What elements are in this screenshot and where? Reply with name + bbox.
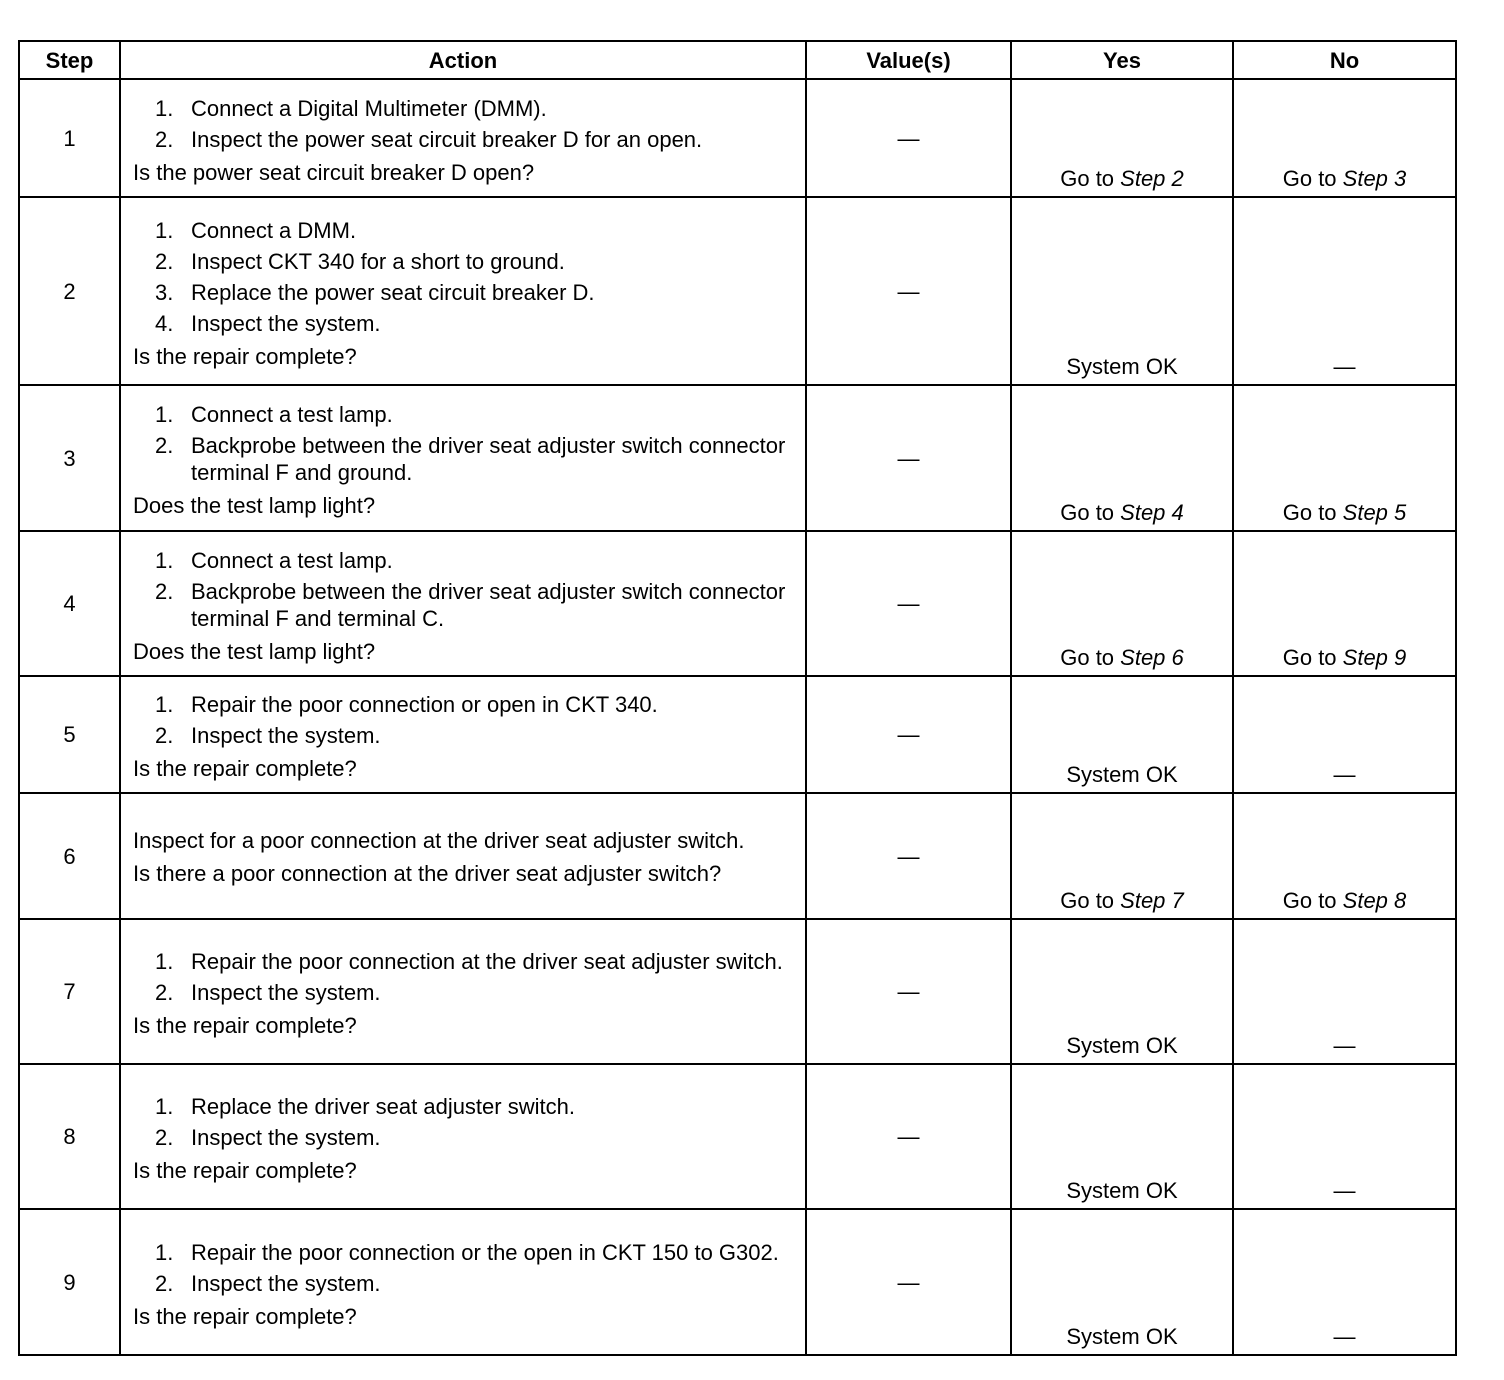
action-item	[133, 1270, 795, 1297]
value-cell: —	[806, 676, 1011, 793]
no-cell-prefix: Go to	[1282, 500, 1343, 525]
no-cell	[1233, 531, 1456, 676]
table-row	[19, 1064, 1456, 1209]
value-cell: —	[806, 1209, 1011, 1355]
no-cell	[1233, 385, 1456, 531]
yes-cell-prefix: Go to	[1060, 888, 1121, 913]
action-item	[133, 95, 795, 122]
action-item-number: 1.	[155, 547, 174, 573]
action-item-number: 1.	[155, 217, 174, 243]
no-cell: —	[1233, 1209, 1456, 1355]
action-item	[133, 432, 795, 486]
action-item-number: 1.	[155, 402, 174, 427]
action-item-text: Replace the power seat circuit breaker D.	[191, 279, 595, 305]
action-question: Is the repair complete?	[133, 343, 357, 369]
no-cell: —	[1233, 676, 1456, 793]
action-item-text: Replace the driver seat adjuster switch.	[191, 1094, 575, 1119]
no-cell-step-ref: Step 5	[1342, 500, 1407, 525]
yes-cell	[1011, 793, 1233, 919]
action-question: Is the power seat circuit breaker D open?	[133, 159, 535, 185]
action-cell	[120, 919, 806, 1064]
value-cell: —	[806, 919, 1011, 1064]
action-item	[133, 310, 795, 337]
yes-cell: System OK	[1011, 919, 1233, 1064]
action-cell	[120, 1064, 806, 1209]
step-number: 1	[19, 79, 120, 197]
action-item	[133, 401, 795, 428]
value-cell: —	[806, 531, 1011, 676]
header-no: No	[1233, 41, 1456, 79]
step-number: 4	[19, 531, 120, 676]
action-cell	[120, 385, 806, 531]
table-row	[19, 531, 1456, 676]
action-question: Does the test lamp light?	[133, 493, 376, 518]
table-row	[19, 919, 1456, 1064]
no-cell-prefix: Go to	[1282, 166, 1343, 191]
yes-cell	[1011, 531, 1233, 676]
action-item	[133, 691, 795, 718]
no-cell-prefix: Go to	[1282, 645, 1343, 670]
action-item-number: 1.	[155, 1094, 174, 1119]
action-item	[133, 722, 795, 749]
action-item-text: Inspect the system.	[191, 1125, 381, 1150]
action-item-text: Connect a test lamp.	[191, 547, 393, 573]
action-item-text: Inspect the power seat circuit breaker D for an open.	[191, 126, 703, 152]
no-cell	[1233, 793, 1456, 919]
value-cell: —	[806, 793, 1011, 919]
no-cell: —	[1233, 1064, 1456, 1209]
action-question: Is there a poor connection at the driver seat adjuster switch?	[133, 861, 722, 886]
no-cell-step-ref: Step 8	[1342, 888, 1407, 913]
action-item-number: 1.	[155, 692, 174, 717]
table-row	[19, 793, 1456, 919]
action-item	[133, 1124, 795, 1151]
action-item-number: 3.	[155, 279, 174, 305]
action-cell	[120, 197, 806, 385]
table-row	[19, 197, 1456, 385]
action-item-number: 2.	[155, 126, 174, 152]
action-item-text: Inspect CKT 340 for a short to ground.	[191, 248, 565, 274]
action-item	[133, 1239, 795, 1266]
no-cell-step-ref: Step 9	[1342, 645, 1407, 670]
action-item-text: Inspect the system.	[191, 980, 381, 1005]
action-item-text: Connect a DMM.	[191, 217, 357, 243]
yes-cell-prefix: Go to	[1060, 166, 1121, 191]
yes-cell-step-ref: Step 6	[1120, 645, 1184, 670]
action-item	[133, 547, 795, 574]
action-item	[133, 279, 795, 306]
action-item-number: 2.	[155, 980, 174, 1005]
action-item-number: 4.	[155, 310, 174, 336]
action-item-text: Repair the poor connection at the driver seat adjuster switch.	[191, 949, 783, 974]
yes-cell-prefix: Go to	[1060, 500, 1121, 525]
action-cell	[120, 1209, 806, 1355]
no-cell: —	[1233, 197, 1456, 385]
action-item-text: Connect a test lamp.	[191, 402, 393, 427]
yes-cell-step-ref: Step 4	[1120, 500, 1184, 525]
header-step: Step	[19, 41, 120, 79]
yes-cell: System OK	[1011, 1064, 1233, 1209]
action-item-number: 2.	[155, 248, 174, 274]
yes-cell: System OK	[1011, 1209, 1233, 1355]
action-item-text: Inspect the system.	[191, 1270, 381, 1296]
table-body	[19, 79, 1456, 1355]
action-question: Is the repair complete?	[133, 756, 357, 781]
action-question: Does the test lamp light?	[133, 638, 376, 664]
table-row	[19, 79, 1456, 197]
action-cell	[120, 676, 806, 793]
value-cell: —	[806, 79, 1011, 197]
action-item	[133, 979, 795, 1006]
step-number: 5	[19, 676, 120, 793]
no-cell-step-ref: Step 3	[1342, 166, 1407, 191]
no-cell	[1233, 79, 1456, 197]
step-number: 8	[19, 1064, 120, 1209]
action-item	[133, 248, 795, 275]
action-question: Is the repair complete?	[133, 1013, 357, 1038]
yes-cell: System OK	[1011, 676, 1233, 793]
action-item-text: Backprobe between the driver seat adjuster switch connector terminal F and terminal C.	[191, 578, 786, 631]
yes-cell-prefix: Go to	[1060, 645, 1121, 670]
action-item	[133, 217, 795, 244]
table-row	[19, 385, 1456, 531]
action-item	[133, 126, 795, 153]
action-item-text: Connect a Digital Multimeter (DMM).	[191, 95, 547, 121]
no-cell-prefix: Go to	[1282, 888, 1343, 913]
action-question: Is the repair complete?	[133, 1303, 357, 1329]
action-item-text: Repair the poor connection or the open in CKT 150 to G302.	[191, 1239, 779, 1265]
step-number: 9	[19, 1209, 120, 1355]
action-item	[133, 1093, 795, 1120]
action-item-number: 1.	[155, 1239, 174, 1265]
yes-cell	[1011, 79, 1233, 197]
action-item-text: Inspect the system.	[191, 723, 381, 748]
step-number: 3	[19, 385, 120, 531]
step-number: 6	[19, 793, 120, 919]
yes-cell-step-ref: Step 2	[1120, 166, 1184, 191]
action-item-text: Backprobe between the driver seat adjuster switch connector terminal F and ground.	[191, 433, 786, 485]
value-cell: —	[806, 385, 1011, 531]
action-cell	[120, 531, 806, 676]
table-row	[19, 1209, 1456, 1355]
action-item	[133, 948, 795, 975]
action-item-text: Inspect the system.	[191, 310, 381, 336]
header-yes: Yes	[1011, 41, 1233, 79]
yes-cell: System OK	[1011, 197, 1233, 385]
diagnostic-table	[18, 40, 1457, 1356]
header-values: Value(s)	[806, 41, 1011, 79]
action-item-number: 2.	[155, 578, 174, 604]
action-item-number: 1.	[155, 949, 174, 974]
table-row	[19, 676, 1456, 793]
action-item-number: 1.	[155, 95, 174, 121]
action-item	[133, 578, 795, 632]
action-item-number: 2.	[155, 723, 174, 748]
value-cell: —	[806, 1064, 1011, 1209]
step-number: 7	[19, 919, 120, 1064]
yes-cell-step-ref: Step 7	[1120, 888, 1184, 913]
step-number: 2	[19, 197, 120, 385]
action-item-number: 2.	[155, 1125, 174, 1150]
action-cell	[120, 79, 806, 197]
action-text: Inspect for a poor connection at the driver seat adjuster switch.	[133, 828, 745, 853]
action-question: Is the repair complete?	[133, 1158, 357, 1183]
no-cell: —	[1233, 919, 1456, 1064]
action-item-text: Repair the poor connection or open in CKT 340.	[191, 692, 658, 717]
action-item-number: 2.	[155, 1270, 174, 1296]
action-cell	[120, 793, 806, 919]
yes-cell	[1011, 385, 1233, 531]
value-cell: —	[806, 197, 1011, 385]
action-item-number: 2.	[155, 433, 174, 458]
header-row	[19, 41, 1456, 79]
header-action: Action	[120, 41, 806, 79]
